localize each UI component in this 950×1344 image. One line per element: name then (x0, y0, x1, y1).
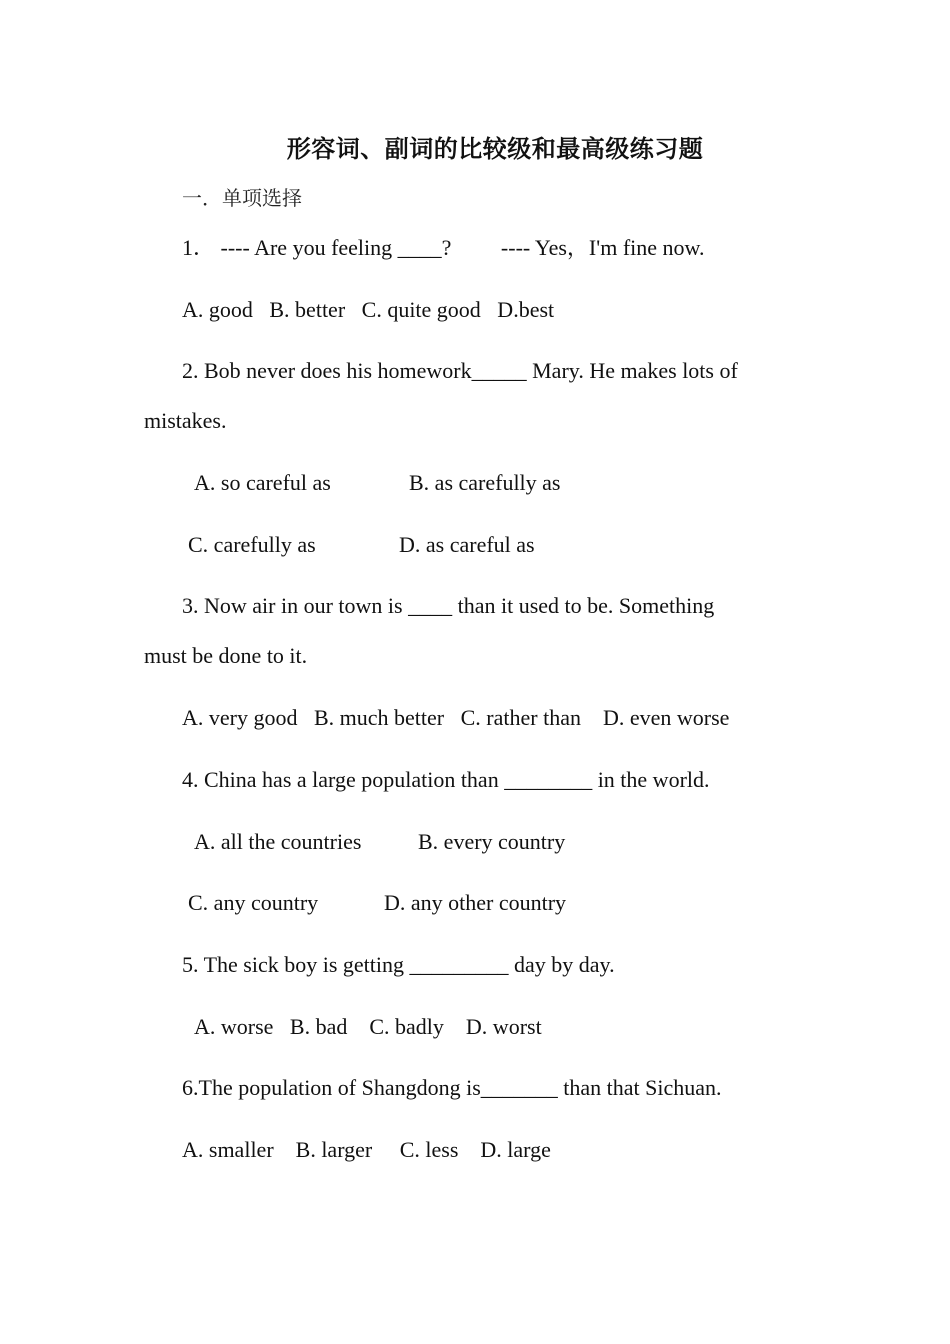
question-2-option-b: B. as carefully as (409, 470, 561, 495)
question-5-prompt: 5. The sick boy is getting _________ day by day. (182, 952, 615, 977)
question-3-prompt-continued: must be done to it. (144, 643, 308, 668)
question-4-option-c: C. any country (188, 890, 319, 915)
question-1-options: A. good B. better C. quite good D.best (182, 297, 555, 322)
section-heading: 一．单项选择 (182, 186, 302, 210)
question-5-options: A. worse B. bad C. badly D. worst (194, 1014, 542, 1039)
question-1-prompt: 1． ---- Are you feeling ____? ---- Yes，I'm fine now. (182, 235, 705, 260)
question-6-options: A. smaller B. larger C. less D. large (182, 1137, 551, 1162)
question-2-option-d: D. as careful as (399, 532, 535, 557)
question-3-options: A. very good B. much better C. rather than D. even worse (182, 705, 730, 730)
question-4-option-a: A. all the countries (194, 829, 362, 854)
page-title: 形容词、副词的比较级和最高级练习题 (286, 135, 704, 163)
question-4-prompt: 4. China has a large population than ________ in the world. (182, 767, 710, 792)
question-2-option-c: C. carefully as (188, 532, 316, 557)
question-2-prompt-continued: mistakes. (144, 408, 227, 433)
question-2-option-a: A. so careful as (194, 470, 331, 495)
question-3-prompt: 3. Now air in our town is ____ than it used to be. Something (182, 593, 715, 618)
question-2-prompt: 2. Bob never does his homework_____ Mary. He makes lots of (182, 358, 738, 383)
question-4-option-b: B. every country (418, 829, 566, 854)
question-4-option-d: D. any other country (384, 890, 567, 915)
question-6-prompt: 6.The population of Shangdong is_______ than that Sichuan. (182, 1075, 722, 1100)
